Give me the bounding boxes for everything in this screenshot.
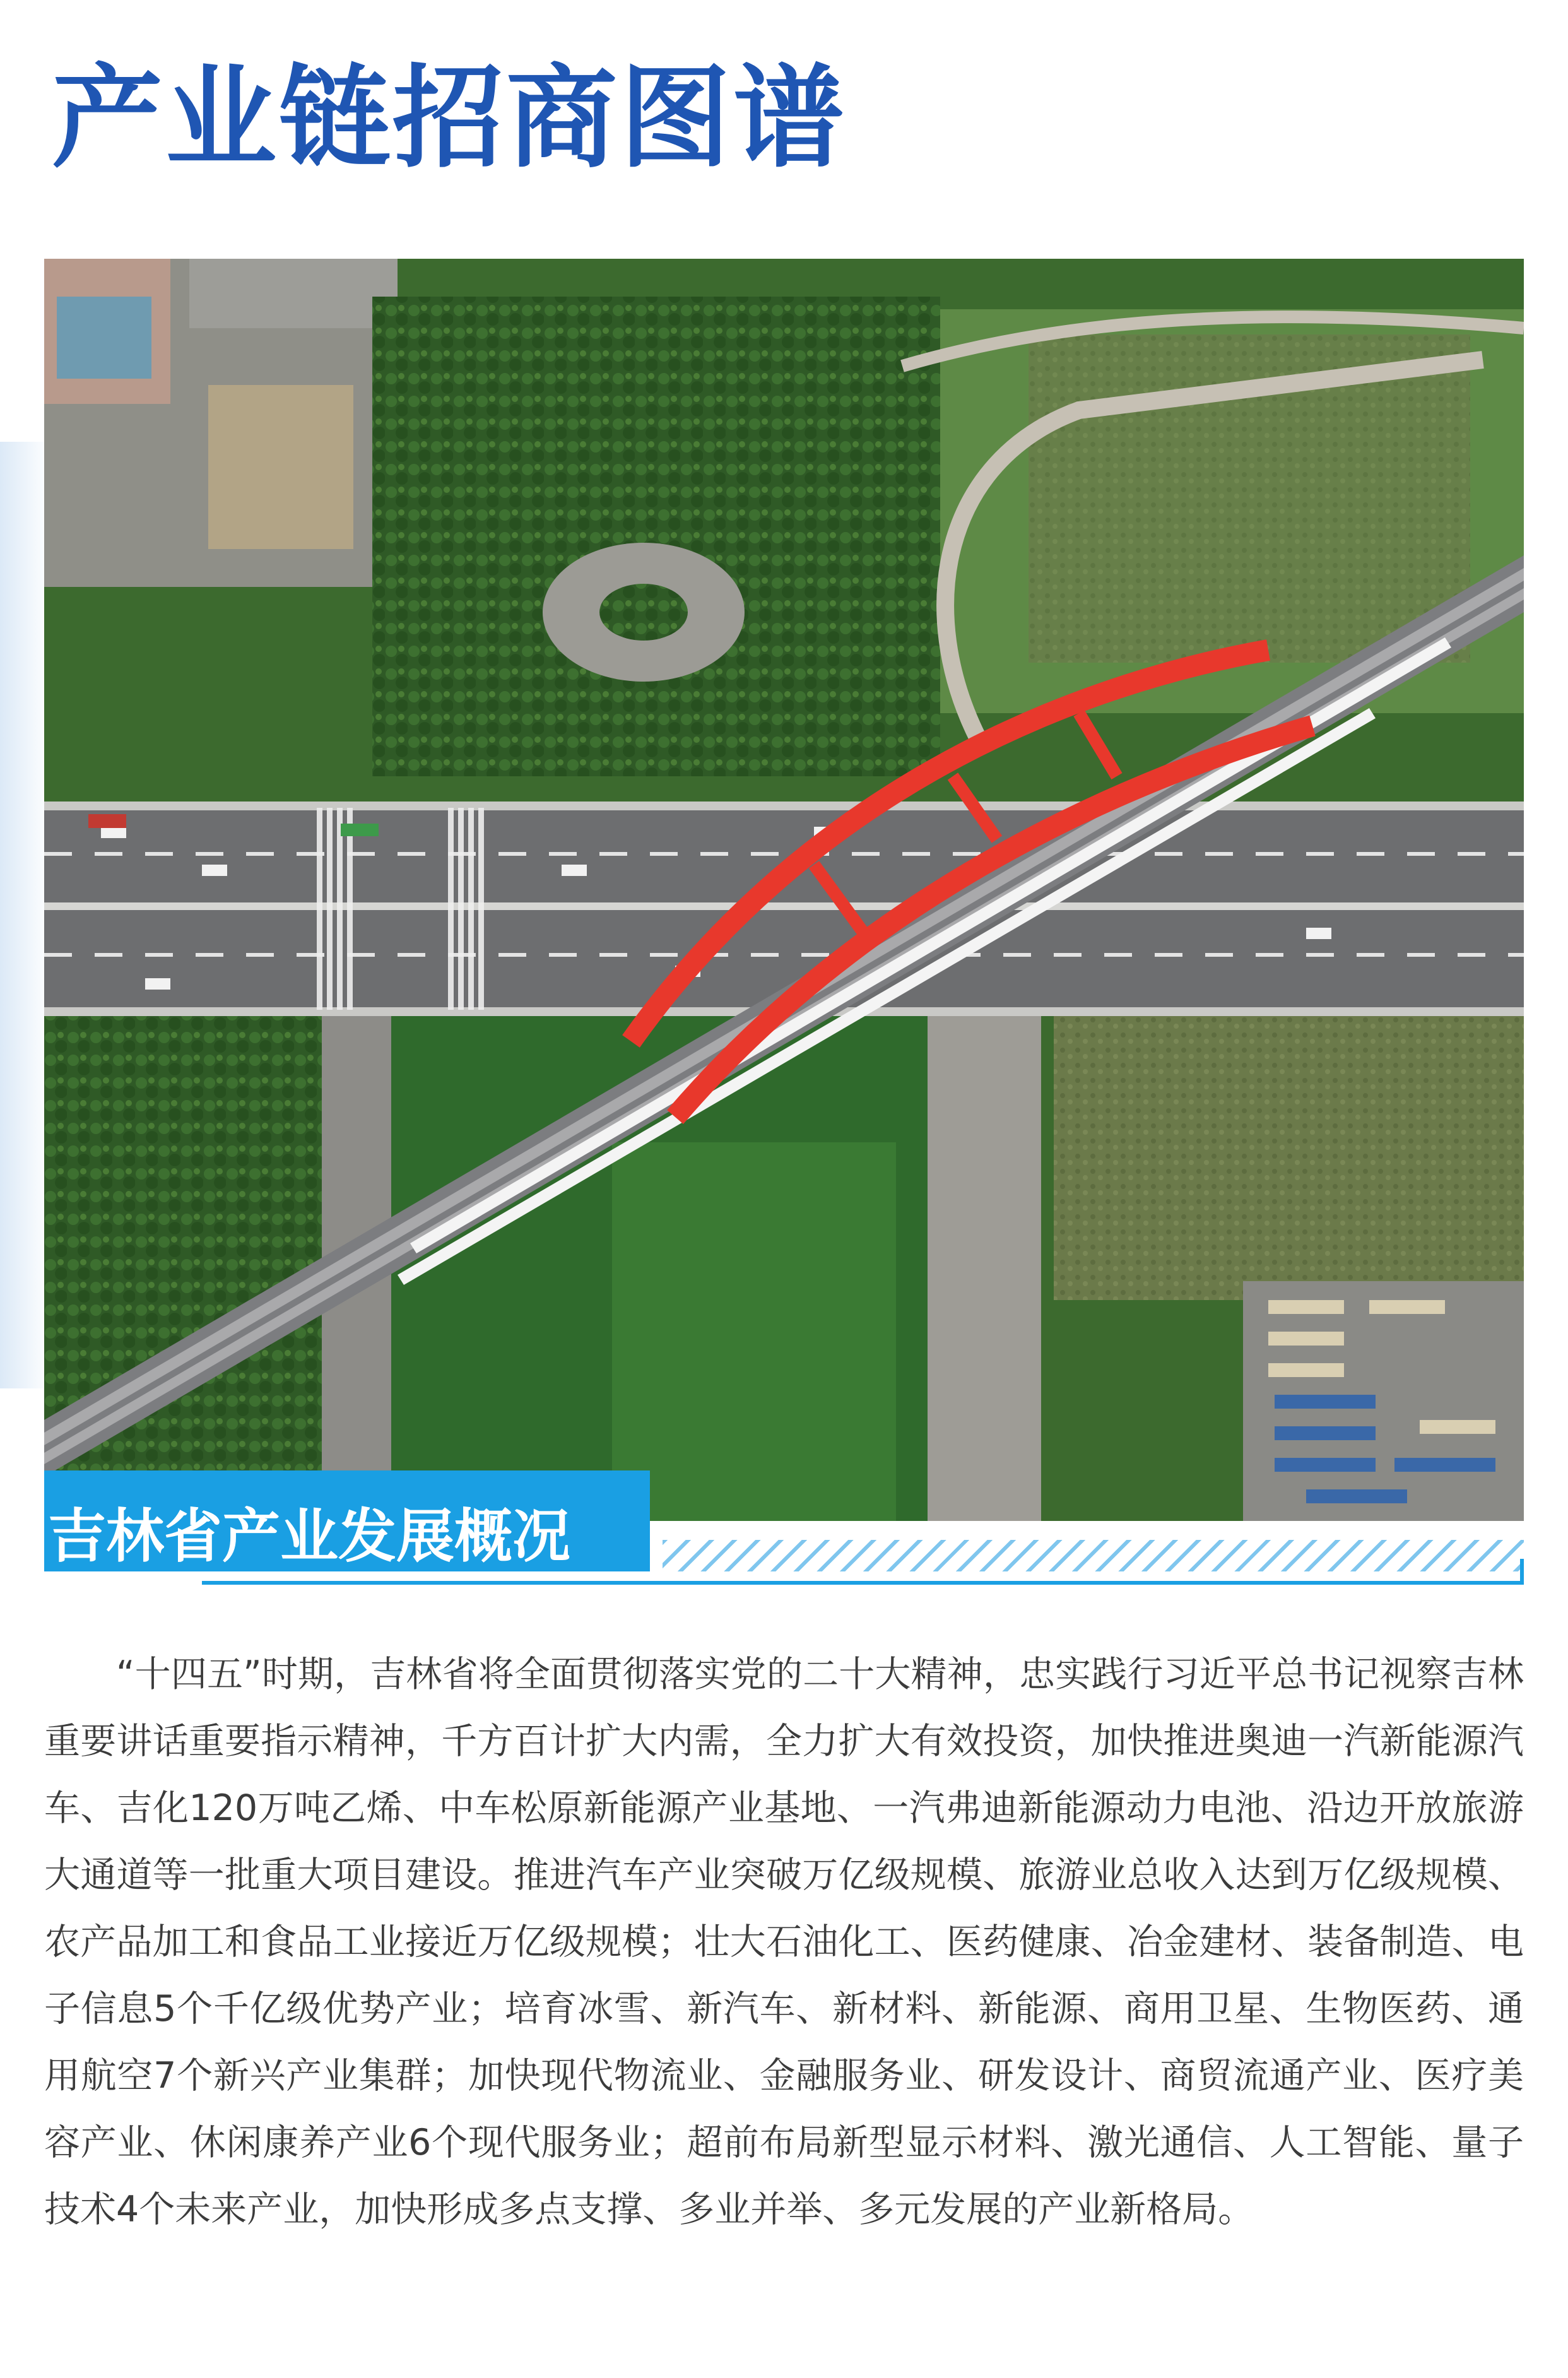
section-underline-end: [1520, 1559, 1524, 1585]
section-underline: [202, 1581, 1524, 1585]
left-edge-wash: [0, 442, 50, 1388]
decorative-square: [622, 1491, 635, 1505]
aerial-bridge-photo: [44, 259, 1524, 1521]
intro-paragraph: “十四五”时期，吉林省将全面贯彻落实党的二十大精神，忠实践行习近平总书记视察吉林重要讲话重要指示精神，千方百计扩大内需，全力扩大有效投资，加快推进奥迪一汽新能源汽车、吉化120万吨乙烯、中车松原新能源产业基地、一汽弗迪新能源动力电池、沿边开放旅游大通道等一批重大项目建设。推进汽车产业突破万亿级规模、旅游业总收入达到万亿级规模、农产品加工和食品工业接近万亿级规模；壮大石油化工、医药健康、冶金建材、装备制造、电子信息5个千亿级优势产业；培育冰雪、新汽车、新材料、新能源、商用卫星、生物医药、通用航空7个新兴产业集群；加快现代物流业、金融服务业、研发设计、商贸流通产业、医疗美容产业、休闲康养产业6个现代服务业；超前布局新型显示材料、激光通信、人工智能、量子技术4个未来产业，加快形成多点支撑、多业并举、多元发展的产业新格局。: [44, 1653, 1524, 2230]
hatch-stripe-decoration: [663, 1540, 1524, 1571]
section-title: 吉林省产业发展概况: [48, 1503, 571, 1570]
page-title: 产业链招商图谱: [52, 54, 847, 183]
decorative-square: [631, 1508, 641, 1518]
